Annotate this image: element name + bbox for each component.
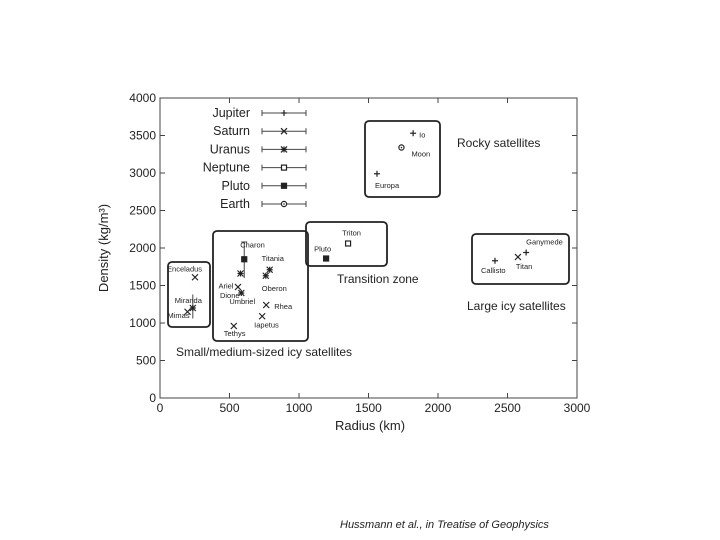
marker-europa <box>374 171 380 177</box>
y-tick-label: 0 <box>149 391 156 405</box>
label-miranda: Miranda <box>174 296 202 305</box>
label-mimas: Mimas <box>167 310 190 320</box>
x-tick-label: 3000 <box>563 401 591 415</box>
marker-ariel <box>237 271 243 277</box>
x-tick-label: 2500 <box>494 401 521 415</box>
legend-marker <box>281 201 286 206</box>
label-titania: Titania <box>261 253 284 263</box>
label-callisto: Callisto <box>480 265 506 275</box>
marker-triton <box>346 241 351 246</box>
label-rhea: Rhea <box>274 302 293 311</box>
label-charon: Charon <box>240 240 265 250</box>
legend-marker <box>282 165 287 170</box>
legend-entry <box>213 124 306 138</box>
legend-label: Uranus <box>209 142 250 157</box>
legend-marker <box>282 183 287 188</box>
label-pluto: Pluto <box>314 244 332 254</box>
marker-iapetus <box>259 313 265 319</box>
label-dione: Dione <box>219 291 240 300</box>
marker-dione <box>235 284 241 290</box>
legend-label: Neptune <box>202 160 250 175</box>
x-tick-label: 1500 <box>355 401 382 415</box>
legend-entry <box>212 106 306 120</box>
x-tick-label: 1000 <box>285 401 313 415</box>
marker-io <box>410 130 416 136</box>
legend-marker <box>281 146 287 152</box>
marker-ganymede <box>523 250 529 256</box>
label-ariel: Ariel <box>218 281 234 291</box>
y-tick-label: 2000 <box>129 241 156 255</box>
group-boxes <box>168 121 569 359</box>
legend-label: Saturn <box>213 124 250 139</box>
legend-entry <box>210 142 306 156</box>
marker-callisto <box>492 258 498 264</box>
legend-label: Pluto <box>221 178 250 193</box>
y-tick-label: 500 <box>135 353 156 368</box>
legend-entry <box>222 179 307 193</box>
y-tick-label: 3500 <box>129 128 156 143</box>
marker-miranda <box>190 305 196 311</box>
label-titan: Titan <box>515 262 533 271</box>
y-tick-label: 4000 <box>129 91 156 105</box>
label-iapetus: Iapetus <box>254 320 279 330</box>
marker-moon <box>399 145 404 150</box>
legend-label: Earth <box>220 197 250 211</box>
label-moon: Moon <box>411 149 431 159</box>
label-umbriel: Umbriel <box>229 297 256 306</box>
marker-charon <box>242 257 247 262</box>
y-tick-label: 1500 <box>129 278 156 293</box>
y-tick-label: 2500 <box>129 203 156 218</box>
marker-enceladus <box>192 274 198 280</box>
label-io: Io <box>419 130 426 140</box>
y-tick-label: 3000 <box>129 166 156 180</box>
legend <box>203 106 306 211</box>
marker-umbriel <box>238 290 244 296</box>
y-tick-label: 1000 <box>129 316 156 330</box>
y-axis-label: Density (kg/m³) <box>96 203 111 293</box>
source-credit: Hussmann et al., in Treatise of Geophysics <box>340 519 549 531</box>
legend-entry <box>220 197 306 211</box>
x-axis-label: Radius (km) <box>334 418 406 433</box>
label-oberon: Oberon <box>261 283 287 293</box>
marker-pluto <box>324 256 329 261</box>
group-label: Rocky satellites <box>457 136 541 150</box>
label-ganymede: Ganymede <box>526 237 563 247</box>
legend-marker <box>281 110 287 116</box>
legend-entry <box>203 161 306 175</box>
group-label: Transition zone <box>337 272 419 286</box>
marker-rhea <box>263 302 269 308</box>
marker-oberon <box>263 273 269 279</box>
marker-titania <box>267 267 273 273</box>
label-europa: Europa <box>374 180 400 190</box>
label-triton: Triton <box>342 228 361 238</box>
marker-titan <box>515 254 521 260</box>
group-label: Large icy satellites <box>467 299 566 313</box>
label-enceladus: Enceladus <box>167 264 203 274</box>
legend-label: Jupiter <box>212 106 250 120</box>
x-tick-label: 500 <box>219 401 240 415</box>
group-label: Small/medium-sized icy satellites <box>176 345 353 359</box>
x-tick-label: 2000 <box>424 401 452 415</box>
label-tethys: Tethys <box>223 329 246 338</box>
x-tick-label: 0 <box>156 401 164 415</box>
